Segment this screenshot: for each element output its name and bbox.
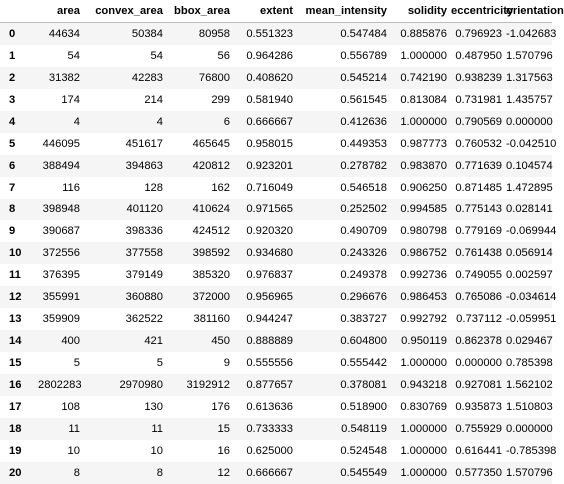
table-row bbox=[0, 45, 552, 67]
table-cell: 0.976837 bbox=[246, 269, 293, 282]
table-cell: 0.547484 bbox=[340, 27, 387, 40]
table-cell: 0.613636 bbox=[246, 400, 293, 413]
table-header bbox=[0, 0, 564, 23]
table-cell: 0.555556 bbox=[246, 357, 293, 370]
table-cell: 0.249378 bbox=[340, 269, 387, 282]
table-cell: 0.775143 bbox=[455, 203, 502, 216]
table-cell: 398336 bbox=[125, 225, 163, 238]
table-cell: 0.716049 bbox=[246, 181, 293, 194]
table-cell: 0.971565 bbox=[246, 203, 293, 216]
table-cell: 0.666667 bbox=[246, 115, 293, 128]
table-cell: 0.104574 bbox=[506, 159, 553, 172]
table-cell: 0.625000 bbox=[246, 444, 293, 457]
table-cell: 0.028141 bbox=[506, 203, 553, 216]
table-cell: 0.408620 bbox=[246, 71, 293, 84]
table-cell: 0.548119 bbox=[341, 422, 387, 435]
row-index: 10 bbox=[9, 247, 22, 260]
table-cell: 42283 bbox=[131, 71, 163, 84]
table-cell: 0.920320 bbox=[246, 225, 293, 238]
table-cell: 8 bbox=[73, 466, 80, 479]
table-cell: 0.252502 bbox=[340, 203, 387, 216]
table-cell: 0.000000 bbox=[506, 422, 553, 435]
column-header: area bbox=[38, 0, 84, 23]
table-cell: 360880 bbox=[125, 291, 163, 304]
table-cell: 0.243326 bbox=[340, 247, 387, 260]
table-cell: 9 bbox=[223, 357, 230, 370]
table-cell: 1.570796 bbox=[506, 466, 553, 479]
table-cell: 0.742190 bbox=[400, 71, 447, 84]
table-cell: 0.877657 bbox=[246, 378, 293, 391]
table-cell: 465645 bbox=[192, 137, 230, 150]
table-cell: 10 bbox=[150, 444, 163, 457]
row-index: 11 bbox=[9, 269, 21, 282]
table-cell: 0.545214 bbox=[340, 71, 387, 84]
table-cell: 0.934680 bbox=[246, 247, 293, 260]
table-cell: 0.785398 bbox=[506, 357, 553, 370]
row-index: 4 bbox=[9, 115, 16, 128]
table-cell: 0.487950 bbox=[455, 49, 502, 62]
row-index: 14 bbox=[9, 335, 22, 348]
table-cell: 54 bbox=[67, 49, 80, 62]
table-cell: 0.666667 bbox=[246, 466, 293, 479]
table-cell: 0.956965 bbox=[246, 291, 293, 304]
table-cell: 80958 bbox=[198, 27, 230, 40]
table-cell: 0.796923 bbox=[455, 27, 502, 40]
table-cell: 0.518900 bbox=[340, 400, 387, 413]
table-cell: 355991 bbox=[42, 291, 80, 304]
table-cell: 1.317563 bbox=[506, 71, 553, 84]
table-cell: 0.378081 bbox=[340, 378, 387, 391]
table-cell: 0.737112 bbox=[456, 313, 502, 326]
table-cell: 379149 bbox=[125, 269, 163, 282]
table-cell: 398948 bbox=[42, 203, 80, 216]
table-cell: 372000 bbox=[192, 291, 230, 304]
table-cell: 450 bbox=[211, 335, 230, 348]
table-cell: 0.923201 bbox=[246, 159, 293, 172]
table-cell: 401120 bbox=[126, 203, 163, 216]
table-cell: 0.551323 bbox=[246, 27, 293, 40]
table-row bbox=[0, 396, 552, 418]
table-cell: 0.383727 bbox=[340, 313, 387, 326]
table-row bbox=[0, 177, 552, 199]
table-cell: 377558 bbox=[125, 247, 163, 260]
table-cell: 1.000000 bbox=[400, 444, 447, 457]
table-cell: 12 bbox=[217, 466, 230, 479]
table-cell: 420812 bbox=[192, 159, 230, 172]
table-cell: 0.983870 bbox=[400, 159, 447, 172]
row-index: 6 bbox=[9, 159, 16, 172]
table-row bbox=[0, 155, 552, 177]
table-cell: 388494 bbox=[42, 159, 80, 172]
table-cell: 446095 bbox=[42, 137, 80, 150]
table-cell: 0.581940 bbox=[246, 93, 293, 106]
table-cell: 2802283 bbox=[38, 378, 82, 391]
table-cell: 0.755929 bbox=[455, 422, 502, 435]
header-row bbox=[0, 0, 552, 23]
table-cell: 162 bbox=[211, 181, 230, 194]
table-cell: 0.992792 bbox=[400, 313, 447, 326]
table-cell: 116 bbox=[62, 181, 80, 194]
table-cell: 0.449353 bbox=[340, 137, 387, 150]
table-cell: 1.510803 bbox=[506, 400, 553, 413]
table-cell: 0.731981 bbox=[455, 93, 502, 106]
table-cell: 1.562102 bbox=[506, 378, 553, 391]
table-row bbox=[0, 330, 552, 352]
table-cell: 108 bbox=[61, 400, 80, 413]
table-cell: 11 bbox=[68, 422, 80, 435]
table-cell: 0.002597 bbox=[506, 269, 553, 282]
table-cell: 424512 bbox=[192, 225, 230, 238]
table-row bbox=[0, 242, 552, 264]
table-cell: 390687 bbox=[42, 225, 80, 238]
table-row bbox=[0, 440, 552, 462]
table-cell: 0.296676 bbox=[340, 291, 387, 304]
table-cell: 174 bbox=[61, 93, 80, 106]
table-cell: 128 bbox=[144, 181, 163, 194]
table-cell: 5 bbox=[156, 357, 163, 370]
table-cell: 1.000000 bbox=[400, 49, 447, 62]
table-row bbox=[0, 89, 552, 111]
table-body bbox=[0, 23, 557, 484]
table-cell: 0.000000 bbox=[506, 115, 553, 128]
table-cell: 362522 bbox=[125, 313, 163, 326]
table-cell: 214 bbox=[144, 93, 163, 106]
table-cell: 0.604800 bbox=[340, 335, 387, 348]
table-row bbox=[0, 67, 552, 89]
row-index: 15 bbox=[9, 357, 22, 370]
table-cell: 130 bbox=[144, 400, 163, 413]
table-row bbox=[0, 133, 552, 155]
row-index: 9 bbox=[9, 225, 16, 238]
row-index: 1 bbox=[9, 49, 16, 62]
table-cell: -1.042683 bbox=[506, 27, 557, 40]
row-index: 16 bbox=[9, 378, 22, 391]
table-cell: 0.980798 bbox=[400, 225, 447, 238]
column-header: solidity bbox=[391, 0, 451, 23]
table-cell: 0.950119 bbox=[401, 335, 447, 348]
table-cell: 0.278782 bbox=[340, 159, 387, 172]
row-index: 17 bbox=[9, 400, 22, 413]
table-cell: 1.000000 bbox=[400, 466, 447, 479]
table-cell: 54 bbox=[150, 49, 163, 62]
table-cell: 10 bbox=[67, 444, 80, 457]
table-cell: 0.524548 bbox=[340, 444, 387, 457]
table-cell: 0.760532 bbox=[455, 137, 502, 150]
column-header: convex_area bbox=[84, 0, 167, 23]
table-cell: 6 bbox=[223, 115, 230, 128]
table-cell: 0.765086 bbox=[455, 291, 502, 304]
table-cell: 0.943218 bbox=[400, 378, 447, 391]
table-cell: 0.555442 bbox=[340, 357, 387, 370]
table-cell: 0.000000 bbox=[455, 357, 502, 370]
row-index: 0 bbox=[9, 27, 16, 40]
table-cell: 0.546518 bbox=[340, 181, 387, 194]
column-header: eccentricity bbox=[451, 0, 506, 23]
table-cell: 0.994585 bbox=[400, 203, 447, 216]
table-cell: 4 bbox=[156, 115, 163, 128]
table-cell: 0.490709 bbox=[340, 225, 387, 238]
column-header: mean_intensity bbox=[297, 0, 391, 23]
table-cell: 421 bbox=[144, 335, 163, 348]
table-cell: 385320 bbox=[192, 269, 230, 282]
table-cell: 398592 bbox=[192, 247, 230, 260]
table-row bbox=[0, 418, 552, 440]
table-row bbox=[0, 220, 552, 242]
row-index: 19 bbox=[9, 444, 22, 457]
table-cell: 0.888889 bbox=[246, 335, 293, 348]
table-cell: 0.927081 bbox=[455, 378, 502, 391]
table-cell: 0.813084 bbox=[400, 93, 447, 106]
table-cell: 0.830769 bbox=[400, 400, 447, 413]
table-cell: 1.570796 bbox=[506, 49, 553, 62]
table-cell: 4 bbox=[73, 115, 80, 128]
table-cell: 0.862378 bbox=[455, 335, 502, 348]
table-cell: 0.987773 bbox=[400, 137, 447, 150]
table-cell: 1.000000 bbox=[400, 422, 447, 435]
column-header: orientation bbox=[506, 0, 552, 23]
table-cell: 372556 bbox=[42, 247, 80, 260]
table-cell: 0.577350 bbox=[455, 466, 502, 479]
table-cell: 0.029467 bbox=[506, 335, 553, 348]
table-cell: 0.556789 bbox=[340, 49, 387, 62]
table-cell: 11 bbox=[151, 422, 163, 435]
table-cell: 0.790569 bbox=[455, 115, 502, 128]
table-cell: 56 bbox=[217, 49, 230, 62]
table-cell: 0.545549 bbox=[340, 466, 387, 479]
table-cell: 0.964286 bbox=[246, 49, 293, 62]
table-cell: -0.069944 bbox=[506, 225, 557, 238]
table-cell: 376395 bbox=[42, 269, 80, 282]
row-index: 3 bbox=[9, 93, 16, 106]
table-cell: 0.992736 bbox=[400, 269, 447, 282]
table-cell: -0.042510 bbox=[506, 137, 557, 150]
table-cell: 1.435757 bbox=[506, 93, 553, 106]
row-index: 7 bbox=[9, 181, 16, 194]
table-cell: 0.986752 bbox=[400, 247, 447, 260]
column-header: bbox_area bbox=[167, 0, 234, 23]
table-cell: 0.761438 bbox=[455, 247, 502, 260]
table-cell: 31382 bbox=[48, 71, 80, 84]
table-cell: 0.944247 bbox=[246, 313, 293, 326]
table-row bbox=[0, 199, 552, 221]
table-row bbox=[0, 264, 552, 286]
table-cell: 381160 bbox=[193, 313, 230, 326]
table-row bbox=[0, 462, 552, 484]
table-cell: 5 bbox=[73, 357, 80, 370]
table-cell: 0.986453 bbox=[400, 291, 447, 304]
table-cell: 0.616441 bbox=[455, 444, 502, 457]
row-index: 2 bbox=[9, 71, 16, 84]
table-cell: 0.771639 bbox=[455, 159, 502, 172]
table-cell: 0.779169 bbox=[455, 225, 502, 238]
table-row bbox=[0, 308, 552, 330]
table-cell: 76800 bbox=[198, 71, 230, 84]
table-cell: 15 bbox=[217, 422, 230, 435]
table-cell: -0.034614 bbox=[506, 291, 557, 304]
table-cell: 2970980 bbox=[119, 378, 163, 391]
table-cell: 0.871485 bbox=[455, 181, 502, 194]
table-cell: 451617 bbox=[125, 137, 163, 150]
row-index: 12 bbox=[9, 291, 22, 304]
table-cell: 16 bbox=[217, 444, 230, 457]
column-header: extent bbox=[234, 0, 297, 23]
table-cell: 0.885876 bbox=[400, 27, 447, 40]
table-cell: -0.059951 bbox=[506, 313, 557, 326]
table-row bbox=[0, 374, 552, 396]
table-cell: 1.472895 bbox=[506, 181, 553, 194]
table-row bbox=[0, 352, 552, 374]
table-row bbox=[0, 286, 552, 308]
table-cell: 0.935873 bbox=[455, 400, 502, 413]
table-cell: 299 bbox=[211, 93, 230, 106]
table-cell: 3192912 bbox=[186, 378, 230, 391]
table-cell: 1.000000 bbox=[400, 115, 447, 128]
row-index: 5 bbox=[9, 137, 16, 150]
table-cell: 400 bbox=[61, 335, 80, 348]
table-cell: -0.785398 bbox=[506, 444, 557, 457]
table-cell: 0.412636 bbox=[340, 115, 387, 128]
row-index: 13 bbox=[9, 313, 22, 326]
table-cell: 0.056914 bbox=[506, 247, 553, 260]
table-cell: 0.958015 bbox=[246, 137, 293, 150]
row-index: 20 bbox=[9, 466, 22, 479]
table-cell: 8 bbox=[156, 466, 163, 479]
table-cell: 0.733333 bbox=[246, 422, 293, 435]
table-cell: 410624 bbox=[192, 203, 230, 216]
table-cell: 1.000000 bbox=[400, 357, 447, 370]
table-cell: 0.906250 bbox=[400, 181, 447, 194]
table-cell: 394863 bbox=[125, 159, 163, 172]
table-cell: 0.749055 bbox=[455, 269, 502, 282]
table-cell: 0.938239 bbox=[455, 71, 502, 84]
table-cell: 44634 bbox=[48, 27, 80, 40]
table-cell: 359909 bbox=[42, 313, 80, 326]
index-header bbox=[0, 0, 38, 23]
table-cell: 50384 bbox=[131, 27, 163, 40]
table-row bbox=[0, 111, 552, 133]
table-cell: 176 bbox=[211, 400, 230, 413]
table-cell: 0.561545 bbox=[340, 93, 387, 106]
row-index: 18 bbox=[9, 422, 22, 435]
row-index: 8 bbox=[9, 203, 16, 216]
table-row bbox=[0, 23, 552, 45]
